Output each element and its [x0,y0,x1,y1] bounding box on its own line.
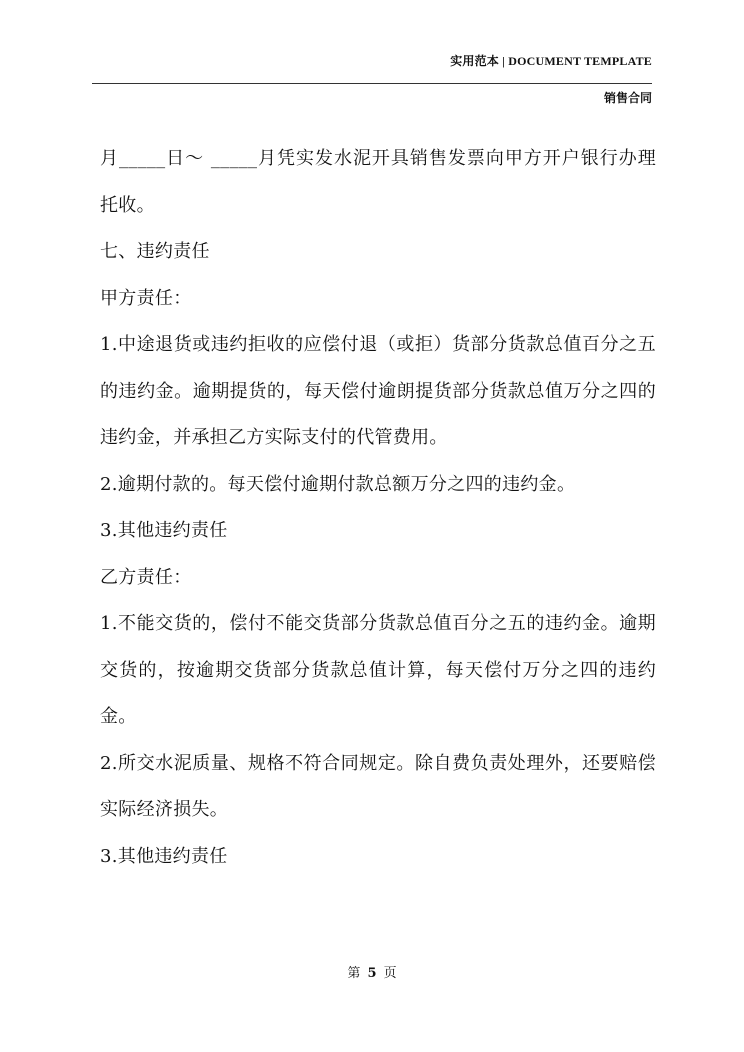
page-number: 5 [367,966,377,981]
party-a-clause-1: 1.中途退货或违约拒收的应偿付退（或拒）货部分货款总值百分之五的违约金。逾期提货的，每天偿付逾朗提货部分货款总值万分之四的违约金，并承担乙方实际支付的代管费用。 [100,334,656,448]
party-b-clause-1: 1.不能交货的，偿付不能交货部分货款总值百分之五的违约金。逾期交货的，按逾期交货部分货款总值计算，每天偿付万分之四的违约金。 [100,613,656,727]
document-body [100,136,656,880]
header-subtitle: 销售合同 [603,91,652,105]
party-b-liability-heading: 乙方责任： [100,566,192,588]
page-number-suffix: 页 [383,966,397,981]
party-a-clause-3: 3.其他违约责任 [100,520,228,541]
party-a-clause-2: 2.逾期付款的。每天偿付逾期付款总额万分之四的违约金。 [100,473,576,495]
party-b-clause-2: 2.所交水泥质量、规格不符合同规定。除自费负责处理外，还要赔偿实际经济损失。 [100,752,656,820]
party-b-clause-3: 3.其他违约责任 [100,845,228,867]
header-title: 实用范本 | DOCUMENT TEMPLATE [450,54,652,68]
header-divider [92,83,652,84]
section-heading-breach-liability: 七、违约责任 [100,241,210,262]
paragraph-payment-collection: 月_____日～ _____月凭实发水泥开具销售发票向甲方开户银行办理托收。 [100,148,656,216]
page-header [92,52,652,104]
party-a-liability-heading: 甲方责任： [100,287,192,309]
page-number-prefix: 第 [347,966,361,981]
page-footer [0,962,744,981]
